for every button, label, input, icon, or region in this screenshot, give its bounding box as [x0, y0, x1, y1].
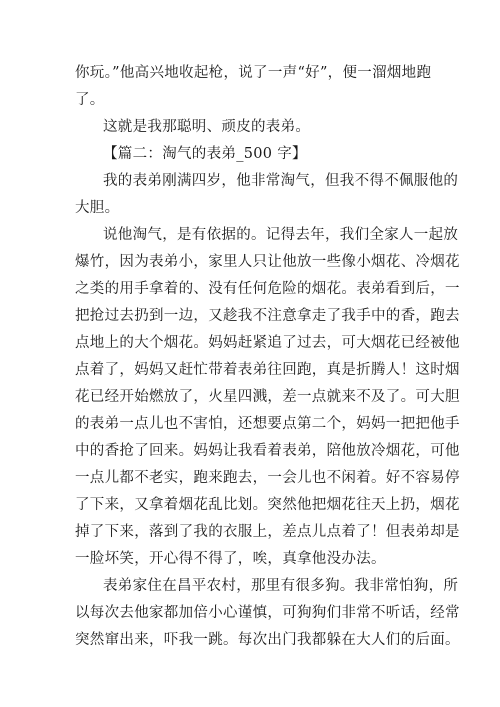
paragraph-line: 说他淘气，是有依据的。记得去年，我们全家人一起放 — [103, 227, 459, 243]
paragraph-line: 表弟家住在昌平农村，那里有很多狗。我非常怕狗，所 — [103, 578, 459, 594]
paragraph-line: 我的表弟刚满四岁，他非常淘气，但我不得不佩服他的 — [103, 173, 459, 189]
paragraph-line: 点着了，妈妈又赶忙带着表弟往回跑，真是折腾人！这时烟 — [75, 362, 460, 378]
paragraph-line: 了。 — [75, 92, 105, 108]
section-heading: 【篇二：淘气的表弟_500 字】 — [103, 146, 307, 162]
paragraph-line: 花已经开始燃放了，火星四溅，差一点就来不及了。可大胆 — [75, 389, 460, 405]
paragraph-line: 的表弟一点儿也不害怕，还想要点第二个，妈妈一把把他手 — [75, 416, 460, 432]
paragraph-line: 你玩。”他高兴地收起枪，说了一声“好”，便一溜烟地跑 — [75, 65, 432, 81]
paragraph-line: 把抢过去扔到一边，又趁我不注意拿走了我手中的香，跑去 — [75, 308, 460, 324]
paragraph-line: 以每次去他家都加倍小心谨慎，可狗狗们非常不听话，经常 — [75, 605, 460, 621]
paragraph-line: 这就是我那聪明、顽皮的表弟。 — [103, 119, 311, 135]
paragraph-line: 了下来，又拿着烟花乱比划。突然他把烟花往天上扔，烟花 — [75, 497, 460, 513]
paragraph-line: 中的香抢了回来。妈妈让我看着表弟，陪他放冷烟花，可他 — [75, 443, 460, 459]
paragraph-line: 大胆。 — [75, 200, 120, 216]
paragraph-line: 突然窜出来，吓我一跳。每次出门我都躲在大人们的后面。 — [75, 632, 460, 648]
paragraph-line: 掉了下来，落到了我的衣服上，差点儿点着了！但表弟却是 — [75, 524, 460, 540]
paragraph-line: 一点儿都不老实，跑来跑去，一会儿也不闲着。好不容易停 — [75, 470, 460, 486]
paragraph-line: 一脸坏笑，开心得不得了，唉，真拿他没办法。 — [75, 551, 386, 567]
paragraph-line: 之类的用手拿着的、没有任何危险的烟花。表弟看到后，一 — [75, 281, 460, 297]
paragraph-line: 爆竹，因为表弟小，家里人只让他放一些像小烟花、冷烟花 — [75, 254, 460, 270]
paragraph-line: 点地上的大个烟花。妈妈赶紧追了过去，可大烟花已经被他 — [75, 335, 460, 351]
